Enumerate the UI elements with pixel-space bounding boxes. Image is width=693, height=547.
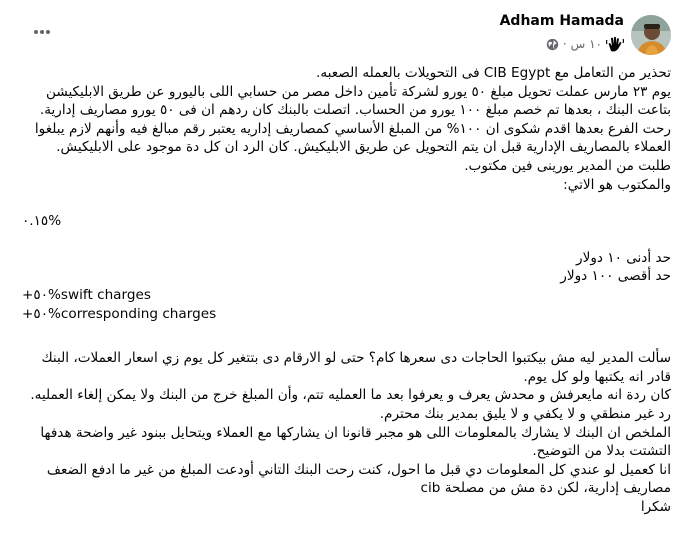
post-paragraph: كان ردة انه مايعرفش و محدش يعرف و يعرفوا بعد ما العمليه تتم، وأن المبلغ خرج من البنك ولا يمكن إلغاء العمليه.: [30, 387, 671, 404]
globe-icon[interactable]: [546, 38, 559, 51]
swift-charges: +٥٠%swift charges: [22, 286, 151, 303]
post-paragraph: سألت المدير ليه مش بيكتبوا الحاجات دى سعرها كام؟ حتى لو الارقام دى بتتغير كل يوم زي اسعار العملات، البنك قادر انه يكتبها ولو كل يوم.: [41, 350, 671, 385]
post-paragraph: شكرا: [640, 498, 671, 515]
corresponding-charges: +٥٠%corresponding charges: [22, 305, 217, 322]
post-paragraph: يوم ٢٣ مارس عملت تحويل مبلغ ٥٠ يورو لشركة تأمين داخل مصر من حسابي اللى باليورو عن طريق الابليكيشن بتاعت البنك ، بعدها تم خصم مبلغ ١٠٠ يورو من الحساب. اتصلت بالبنك كان ردهم ان فى ٥٠ يورو مصاريف إدارية.: [39, 83, 671, 119]
spacer: [22, 323, 671, 349]
fee-percent: ٠.١٥%: [22, 213, 62, 230]
min-fee: حد أدنى ١٠ دولار: [576, 249, 671, 266]
post-paragraph: والمكتوب هو الاتي:: [563, 176, 671, 193]
spacer: [22, 194, 671, 212]
more-options-icon: [33, 29, 51, 35]
avatar-photo: [631, 15, 671, 55]
spacer: [22, 231, 671, 249]
post-paragraph: رحت الفرع بعدها اقدم شكوى ان ١٠٠% من المبلغ الأساسي كمصاريف إداريه يعتبر رقم مبالغ فيه وأنهم لازم يبلغوا العملاء بالمصاريف الإدارية قبل ان يتم التحويل عن طريق الابليكيش. كان الرد ان كل دة موجود على الابليكيش.: [34, 120, 671, 156]
author-name[interactable]: Adham Hamada: [499, 13, 624, 29]
max-fee: حد أقصى ١٠٠ دولار: [560, 268, 671, 285]
post-paragraph: انا كعميل لو عندي كل المعلومات دي قبل ما احول، كنت رحت البنك التاني أودعت المبلغ من غير ما ادفع الضعف مصاريف إدارية، لكن دة مش من مصلحة cib: [46, 461, 671, 497]
post-timestamp[interactable]: ١٠ س: [570, 37, 602, 51]
avatar[interactable]: [631, 15, 671, 55]
hand-sign-icon: [606, 36, 624, 52]
meta-separator: ·: [562, 37, 567, 51]
post-paragraph: رد غير منطقي و لا يكفي و لا يليق بمدير بنك محترم.: [379, 405, 671, 422]
more-options-button[interactable]: [28, 18, 56, 46]
post-paragraph: تحذير من التعامل مع CIB Egypt فى التحويلات بالعمله الصعبه.: [316, 65, 671, 81]
post-meta: [546, 35, 624, 53]
post-paragraph: الملخص ان البنك لا يشارك بالمعلومات اللى هو مجبر قانونا ان يشاركها مع العملاء ويتحايل ببنود غير واضحة هدفها التشتت بدلا من التوضيح.: [40, 424, 671, 460]
post-body: [22, 64, 671, 516]
post-paragraph: طلبت من المدير يورينى فين مكتوب.: [464, 157, 671, 174]
